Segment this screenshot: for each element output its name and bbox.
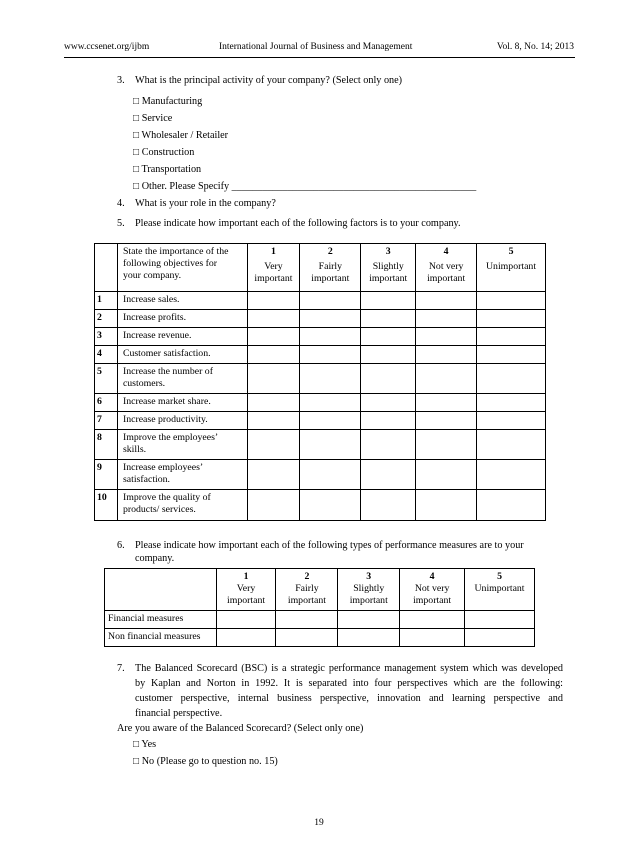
q7-number: 7. xyxy=(117,663,125,674)
header-label-cell: State the importance of the following objectives for your company. xyxy=(117,244,247,292)
table-row: 6 Increase market share. xyxy=(95,394,546,412)
q6-text-line2: company. xyxy=(135,553,175,564)
scale-not-very-important: 4 Not very important xyxy=(416,244,477,292)
scale-unimportant: 5 Unimportant xyxy=(477,244,546,292)
q3-option-transportation[interactable]: □ Transportation xyxy=(133,164,202,175)
table-row: 1 Increase sales. xyxy=(95,292,546,310)
q7-option-yes[interactable]: □ Yes xyxy=(133,739,157,750)
scale-slightly-important: 3 Slightly important xyxy=(338,569,400,611)
q7-question: Are you aware of the Balanced Scorecard? (Select only one) xyxy=(117,723,364,734)
objectives-table xyxy=(94,243,546,521)
page-number: 19 xyxy=(314,818,324,828)
table-row: 4 Customer satisfaction. xyxy=(95,346,546,364)
table-row: 7 Increase productivity. xyxy=(95,412,546,430)
table-header-row xyxy=(95,244,546,292)
table-row: 2 Increase profits. xyxy=(95,310,546,328)
corner-cell xyxy=(105,569,217,611)
journal-title: International Journal of Business and Management xyxy=(219,42,413,52)
q7-paragraph: The Balanced Scorecard (BSC) is a strategic performance management system which was developed by Kaplan and Norton in 1992. It is separated into four perspectives which are the following: customer perspective, internal business perspective, innovation and learning perspective and financial perspective. xyxy=(135,663,563,719)
table-row: 10 Improve the quality of products/ services. xyxy=(95,490,546,521)
q6-text-line1: Please indicate how important each of the following types of performance measures are to your xyxy=(135,540,524,551)
q4-number: 4. xyxy=(117,198,125,209)
q6-number: 6. xyxy=(117,540,125,551)
table-row: 9 Increase employees’ satisfaction. xyxy=(95,460,546,490)
q3-option-other[interactable]: □ Other. Please Specify ________________________________________________ xyxy=(133,181,477,192)
scale-fairly-important: 2 Fairly important xyxy=(276,569,338,611)
q7-option-no[interactable]: □ No (Please go to question no. 15) xyxy=(133,756,278,767)
corner-cell xyxy=(95,244,118,292)
q3-text: What is the principal activity of your company? (Select only one) xyxy=(135,75,403,86)
q3-number: 3. xyxy=(117,75,125,86)
q5-text: Please indicate how important each of the following factors is to your company. xyxy=(135,218,461,229)
scale-very-important: 1 Very important xyxy=(216,569,276,611)
q5-number: 5. xyxy=(117,218,125,229)
table-row: 5 Increase the number of customers. xyxy=(95,364,546,394)
table-row: 3 Increase revenue. xyxy=(95,328,546,346)
header-rule xyxy=(64,57,575,58)
q3-option-construction[interactable]: □ Construction xyxy=(133,147,195,158)
volume-info: Vol. 8, No. 14; 2013 xyxy=(496,42,574,52)
q4-text: What is your role in the company? xyxy=(135,198,276,209)
q3-option-manufacturing[interactable]: □ Manufacturing xyxy=(133,96,203,107)
scale-fairly-important: 2 Fairly important xyxy=(300,244,361,292)
scale-very-important: 1 Very important xyxy=(247,244,300,292)
scale-slightly-important: 3 Slightly important xyxy=(361,244,416,292)
table-header-row xyxy=(105,569,535,611)
scale-unimportant: 5 Unimportant xyxy=(465,569,535,611)
journal-url: www.ccsenet.org/ijbm xyxy=(64,42,150,52)
table-row xyxy=(105,629,535,647)
q3-option-service[interactable]: □ Service xyxy=(133,113,173,124)
row-financial-measures: Financial measures xyxy=(105,611,217,629)
table-row xyxy=(105,611,535,629)
scale-not-very-important: 4 Not very important xyxy=(400,569,465,611)
table-row: 8 Improve the employees’ skills. xyxy=(95,430,546,460)
measures-table xyxy=(104,568,535,647)
q3-option-wholesaler[interactable]: □ Wholesaler / Retailer xyxy=(133,130,229,141)
running-header xyxy=(64,42,574,56)
row-non-financial-measures: Non financial measures xyxy=(105,629,217,647)
